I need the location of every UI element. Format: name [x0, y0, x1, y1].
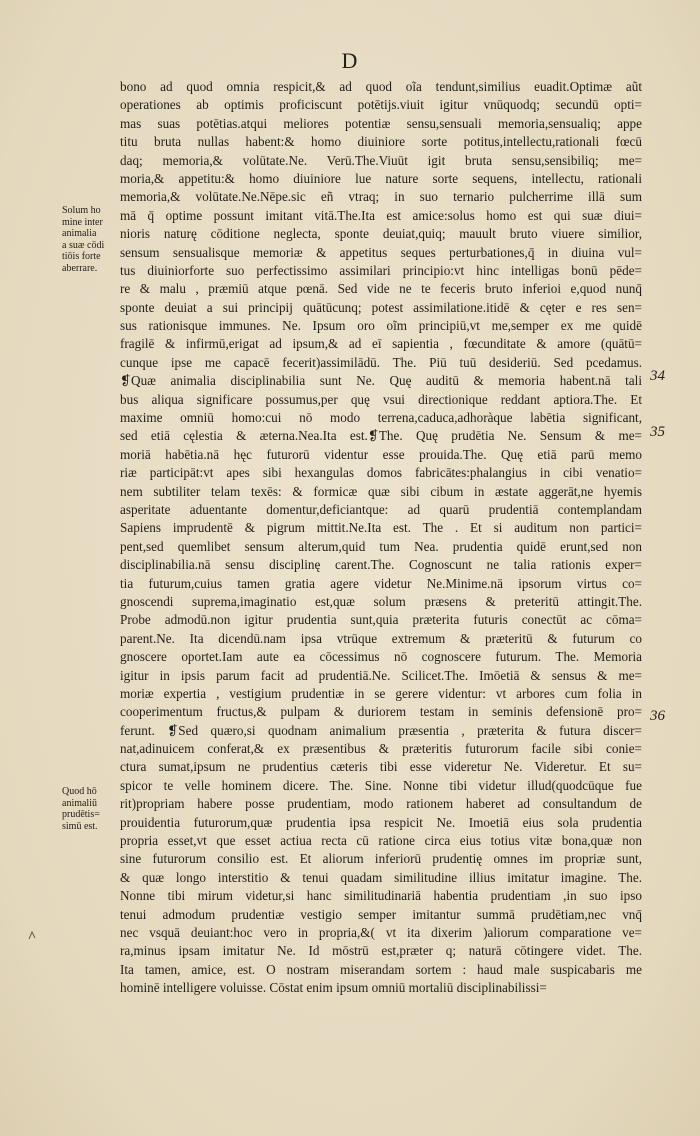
margin-note-quod-homo — [62, 786, 120, 832]
text-line: moriæ expertia , vestigium prudentiæ in se gerere videntur: vt arbores cum folia in — [120, 685, 642, 701]
text-line: prouidentia futurorum,quæ prudentia ipsa respicit Ne. Imoetiā eius sola prudentia — [120, 814, 642, 830]
margin-note-line: simū est. — [62, 820, 98, 832]
text-line: cooperimentum fructus,& pulpam & duriorem testam in seminis defensionē pro= — [120, 704, 642, 720]
text-line: mā q̄ optime possunt imitant vitā.The.Ita est amice:solus homo est qui suæ diui= — [120, 207, 642, 223]
text-line: bus aliqua significare possumus,per quę vsui directionique reddant aptiora.The. Et — [120, 391, 642, 407]
text-line: tus diuiniorforte suo perfectissimo assimilari principio:vt hinc intelligas bonū pēde= — [120, 262, 642, 278]
text-line: tenui admodum prudentiæ vestigio semper imitantur summā prudētiam,nec vnq̄ — [120, 906, 642, 922]
text-line: sensum sensualisque memoriæ & appetitus seques perturbationes,q̄ in diuina vul= — [120, 244, 642, 260]
text-line: ctura sumat,ipsum ne prudentius cæteris tibi esse videretur Ne. Videretur. Et su= — [120, 759, 642, 775]
text-line: parent.Ne. Ita dicendū.nam ipsa vtrūque extremum & præteritū & futurum co — [120, 630, 642, 646]
margin-note-line: a suæ cōdi — [62, 239, 105, 251]
text-line: disciplinabilia.nā sensu disciplinę carent.The. Cognoscunt ne talia rationis exper= — [120, 557, 642, 573]
text-line: pent,sed quemlibet sensum alterum,quid tum Nea. prudentia quidē erunt,sed non — [120, 538, 642, 554]
signature-mark: D — [341, 48, 359, 73]
margin-note-solum-homo — [62, 205, 120, 275]
text-line: nat,adinuicem conferat,& ex præsentibus & præteritis futurorum facile sibi conie= — [120, 741, 642, 757]
text-line: Ita tamen, amice, est. O nostram miserandam sortem : haud male suspicabaris me — [120, 961, 642, 977]
text-line: & quæ longo interstitio & tenui quadam similitudine illius imitatur imagine. The. — [120, 869, 642, 885]
margin-note-line: aberrare. — [62, 262, 98, 274]
text-line: titu bruta nullas habent:& homo diuiniore sorte potitus,intellectu,rationali fœcū — [120, 134, 642, 150]
text-line: mas suas potētias.atqui meliores potentiæ sensu,sensuali memoria,sensualiq; appe — [120, 115, 642, 131]
text-line: igitur in ipsis parum facit ad prudentiā.Ne. Scilicet.The. Imōetiā & sensus & me= — [120, 667, 642, 683]
body-text — [120, 78, 642, 998]
text-line: moria,& appetitu:& homo diuiniore lue nature sorte sequens, intellectu, rationali — [120, 170, 642, 186]
ink-mark-icon — [28, 930, 36, 940]
text-line: rit)propriam habere posse prudentiam, modo rationem haberet ad consultandum de — [120, 796, 642, 812]
text-line: moriā habētia.nā hęc futurorū videntur esse prouida.The. Quę etiā parū memo — [120, 446, 642, 462]
text-line: Sapiens imprudentē & pigrum mittit.Ne.Ita est. The . Et si auditum non partici= — [120, 520, 642, 536]
margin-note-line: mine inter — [62, 216, 103, 228]
margin-number: 34 — [650, 368, 665, 384]
text-line: gnoscere oportet.Iam aute ea cōcessimus nō cognoscere futurum. The. Memoria — [120, 649, 642, 665]
text-line: asperitate aduentante domentur,deficiantque: ad quarū prudentiā contemplandam — [120, 501, 642, 517]
text-line: spicor te velle hominem dicere. The. Sine. Nonne tibi videtur illud(quodcūque fue — [120, 777, 642, 793]
text-line: hominē intelligere voluisse. Cōstat enim ipsum omniū mortaliū disciplinabilissi= — [120, 980, 547, 996]
text-line: sine futurorum consilio est. Et aliorum inferiorū prudentię omnes im propriæ sunt, — [120, 851, 642, 867]
margin-note-line: Quod hō — [62, 786, 97, 797]
text-line: sed etiā cęlestia & æterna.Nea.Ita est.❡The. Quę prudētia Ne. Sensum & me= — [120, 428, 642, 444]
margin-note-line: Solum ho — [62, 205, 101, 216]
margin-note-line: tiōis forte — [62, 251, 101, 263]
text-line: Probe admodū.non igitur prudentia sunt,quia præterita futuris conectūt ac cōma= — [120, 612, 642, 628]
text-line: daq; memoria,& volūtate.Ne. Verū.The.Viuūt igit bruta sensu,sensibiliq; me= — [120, 152, 642, 168]
text-line: sus rationisque immunes. Ne. Ipsum oro oĩm principiū,vt me,semper ex me quidē — [120, 318, 642, 334]
text-line: Nonne tibi mirum videtur,si hanc similitudinariā habentia prudentiam ,in suo ipso — [120, 888, 642, 904]
text-line: nioris naturę cōditione neglecta, sponte deuiat,quiq; mauult bruto viuere similior, — [120, 226, 642, 242]
text-line: riæ participāt:vt apes sibi hexangulas domos fabricātes:phalangius in cibi venatio= — [120, 465, 642, 481]
text-line: cunque ipse me capacē fecerit)assimilādū. The. Piū tuū desideriū. Sed pcedamus. — [120, 354, 642, 370]
margin-number: 36 — [650, 708, 665, 724]
text-line: gnoscendi suprema,imaginatio est,quæ solum præsens & preteritū attingit.The. — [120, 593, 642, 609]
text-line: propria esset,vt que esset actiua recta cū ratione circa eius totius vitæ bona,quæ non — [120, 833, 642, 849]
text-line: tia futurum,cuius tamen gratia agere videtur Ne.Minime.nā ipsorum virtus co= — [120, 575, 642, 591]
text-line: fragilē & infirmū,erigat ad ipsum,& ad eī sapientia , fœcunditate & amore (quātū= — [120, 336, 642, 352]
text-line: ❡Quæ animalia disciplinabilia sunt Ne. Quę auditū & memoria habent.nā tali — [120, 373, 642, 389]
margin-note-line: animaliū — [62, 797, 97, 809]
text-line: sponte deuiat a sui principij quātūcunq; potest assimilatione.itidē & cęter e res sen= — [120, 299, 642, 315]
text-line: operationes ab optimis proficiscunt potētijs.viuit igitur vnūquodq; secundū opti= — [120, 97, 642, 113]
text-line: ra,minus ipsam imitatur Ne. Id mōstrū est,præter q; naturā cōtingere videt. The. — [120, 943, 642, 959]
text-line: maxime omniū homo:cui nō modo terrena,caduca,adhoràque labētia significant, — [120, 410, 642, 426]
text-line: nec vsquā deuiant:hoc vero in propria,&( vt ita dixerim )aliorum comparatione ve= — [120, 924, 642, 940]
margin-note-line: animalia — [62, 228, 97, 240]
text-line: ferunt. ❡Sed quæro,si quodnam animalium præsentia , præterita & futura discer= — [120, 722, 642, 738]
text-line: re & malu , præmiū atque pœnā. Sed vide ne te feceris bruto inferioi e,quod nunq̄ — [120, 281, 642, 297]
margin-number: 35 — [650, 424, 665, 440]
text-line: bono ad quod omnia respicit,& ad quod oĩa tendunt,similius euadit.Optimæ aũt — [120, 79, 642, 94]
text-line: nem subtiliter telam texēs: & formicæ quæ sibi cibum in æstate aggerāt,ne hyemis — [120, 483, 642, 499]
margin-note-line: prudētis= — [62, 809, 100, 821]
text-line: memoria,& volūtate.Ne.Nēpe.sic eñ vtraq; in suo ternario pulcherrime illā sum — [120, 189, 642, 205]
